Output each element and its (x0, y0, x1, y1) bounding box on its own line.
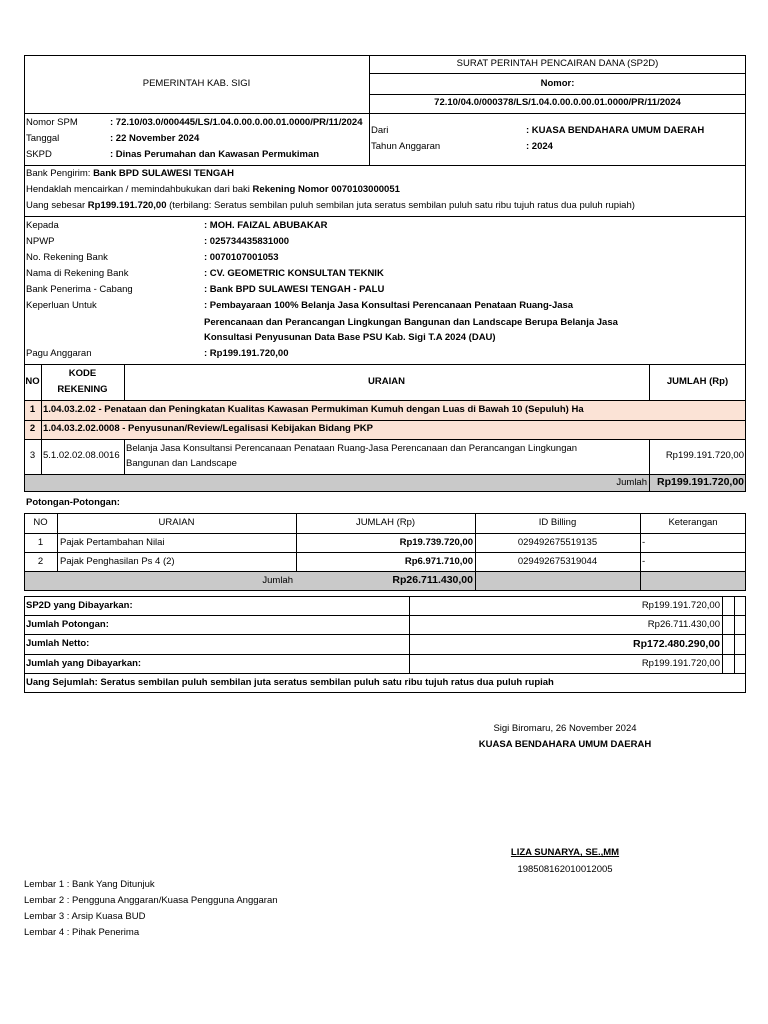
nama-rek-value: : CV. GEOMETRIC KONSULTAN TEKNIK (204, 268, 384, 279)
lembar-1: Lembar 1 : Bank Yang Ditunjuk (24, 879, 155, 890)
tahun-value: : 2024 (526, 141, 553, 152)
rekening-rule-3 (24, 439, 746, 440)
row1-no: 1 (29, 404, 36, 415)
sp2d-title: SURAT PERINTAH PENCAIRAN DANA (SP2D) (456, 58, 659, 69)
dari-label: Dari (371, 125, 389, 136)
potongan-row-1-jumlah: Rp19.739.720,00 (399, 537, 473, 548)
row3-uraian-1: Belanja Jasa Konsultansi Perencanaan Penataan Ruang-Jasa Perencanaan dan Perancangan Lingkungan (126, 443, 578, 454)
potongan-col-ket: Keterangan (668, 517, 718, 528)
bank-pengirim-label: Bank Pengirim: (26, 168, 94, 179)
hendaklah-prefix: Hendaklah mencairkan / memindahbukukan dari baki (26, 184, 253, 195)
potongan-col-billing: ID Billing (538, 517, 577, 528)
signature-nip: 198508162010012005 (517, 864, 613, 875)
nomor-value: 72.10/04.0/000378/LS/1.04.0.00.0.00.01.0000/PR/11/2024 (434, 97, 681, 108)
rekening-jumlah-value: Rp199.191.720,00 (657, 476, 744, 488)
norek-value: : 0070107001053 (204, 252, 279, 263)
potongan-row-2-billing: 029492675319044 (517, 556, 598, 567)
lembar-3: Lembar 3 : Arsip Kuasa BUD (24, 911, 146, 922)
nama-rek-label: Nama di Rekening Bank (26, 268, 129, 279)
header-rule-2 (369, 94, 746, 95)
summary-rule-4 (24, 673, 746, 674)
potongan-rule-2 (24, 552, 746, 553)
pagu-label: Pagu Anggaran (26, 348, 92, 359)
jumlah-potongan-label: Jumlah Potongan: (26, 619, 109, 630)
col-kode-header-2: REKENING (57, 384, 108, 395)
row2-text: 1.04.03.2.02.0008 - Penyusunan/Review/Legalisasi Kebijakan Bidang PKP (43, 423, 374, 434)
rekening-rule-1 (24, 400, 746, 401)
row1-text: 1.04.03.2.02 - Penataan dan Peningkatan Kualitas Kawasan Permukiman Kumuh dengan Luas di Bawah 10 (Sepuluh) Ha (43, 404, 584, 415)
potongan-row-2-ket: - (642, 556, 646, 567)
pagu-value: : Rp199.191.720,00 (204, 348, 289, 359)
col-uraian-header: URAIAN (368, 376, 405, 387)
potongan-jumlah-value: Rp26.711.430,00 (392, 574, 473, 586)
summary-col-3 (734, 596, 735, 673)
header-rule-1 (369, 73, 746, 74)
rekening-rule-2 (24, 420, 746, 421)
potongan-row-2-no: 2 (37, 556, 44, 567)
potongan-col-uraian: URAIAN (158, 517, 195, 528)
nomor-label: Nomor: (540, 78, 575, 89)
row3-no: 3 (29, 450, 36, 461)
skpd-value: : Dinas Perumahan dan Kawasan Permukiman (110, 149, 320, 160)
jumlah-potongan-value: Rp26.711.430,00 (647, 619, 720, 630)
bank-penerima-value: : Bank BPD SULAWESI TENGAH - PALU (204, 284, 385, 295)
header-left-title: PEMERINTAH KAB. SIGI (142, 78, 251, 89)
rekening-sumber: Rekening Nomor 0070103000051 (252, 184, 400, 195)
potongan-rule-3 (24, 571, 746, 572)
row3-kode: 5.1.02.02.08.0016 (43, 450, 120, 461)
hendaklah-text (26, 184, 400, 196)
col-kode-header-1: KODE (68, 368, 97, 379)
keperluan-line-3: Konsultasi Penyusunan Data Base PSU Kab. Sigi T.A 2024 (DAU) (204, 332, 496, 343)
uang-sebesar-text (26, 200, 635, 212)
uang-amount: Rp199.191.720,00 (87, 200, 167, 211)
potongan-rule-1 (24, 533, 746, 534)
uang-prefix: Uang sebesar (26, 200, 88, 211)
row3-jumlah: Rp199.191.720,00 (665, 450, 744, 461)
col-no-header: NO (25, 376, 40, 387)
col-jumlah-header: JUMLAH (Rp) (666, 376, 729, 387)
jumlah-netto-value: Rp172.480.290,00 (633, 638, 720, 650)
kepada-label: Kepada (26, 220, 59, 231)
row3-uraian-2: Bangunan dan Landscape (126, 458, 237, 469)
nomor-spm-label: Nomor SPM (26, 117, 78, 128)
signature-position: KUASA BENDAHARA UMUM DAERAH (478, 739, 652, 750)
rekening-rule-4 (24, 474, 746, 475)
summary-col-2 (722, 596, 723, 673)
keperluan-line-1: : Pembayaraan 100% Belanja Jasa Konsultasi Perencanaan Penataan Ruang-Jasa (204, 300, 574, 311)
potongan-title: Potongan-Potongan: (26, 497, 120, 508)
uang-terbilang: (terbilang: Seratus sembilan puluh sembilan juta seratus sembilan puluh satu ribu tujuh ratus dua puluh rupiah) (166, 200, 635, 211)
jumlah-dibayarkan-label: Jumlah yang Dibayarkan: (26, 658, 142, 669)
npwp-value: : 025734435831000 (204, 236, 290, 247)
sp2d-dibayarkan-value: Rp199.191.720,00 (641, 600, 720, 611)
keperluan-label: Keperluan Untuk (26, 300, 97, 311)
potongan-jumlah-label: Jumlah (262, 575, 293, 586)
summary-rule-1 (24, 615, 746, 616)
potongan-row-1-ket: - (642, 537, 646, 548)
jumlah-netto-label: Jumlah Netto: (26, 638, 90, 649)
skpd-label: SKPD (26, 149, 52, 160)
signature-name: LIZA SUNARYA, SE.,MM (510, 847, 620, 858)
lembar-4: Lembar 4 : Pihak Penerima (24, 927, 140, 938)
rekening-jumlah-label: Jumlah (616, 477, 647, 488)
row2-no: 2 (29, 423, 36, 434)
potongan-row-1-no: 1 (37, 537, 44, 548)
lembar-2: Lembar 2 : Pengguna Anggaran/Kuasa Pengguna Anggaran (24, 895, 278, 906)
tanggal-label: Tanggal (26, 133, 60, 144)
jumlah-dibayarkan-value: Rp199.191.720,00 (641, 658, 720, 669)
potongan-row-2-jumlah: Rp6.971.710,00 (404, 556, 473, 567)
tanggal-value: : 22 November 2024 (110, 133, 200, 144)
nomor-spm-value: : 72.10/03.0/000445/LS/1.04.0.00.0.00.01.0000/PR/11/2024 (110, 117, 363, 128)
potongan-col-no: NO (33, 517, 48, 528)
potongan-row-2-uraian: Pajak Penghasilan Ps 4 (2) (60, 556, 175, 567)
kepada-value: : MOH. FAIZAL ABUBAKAR (204, 220, 328, 231)
summary-col-1 (409, 596, 410, 673)
sp2d-dibayarkan-label: SP2D yang Dibayarkan: (26, 600, 133, 611)
npwp-label: NPWP (26, 236, 55, 247)
norek-label: No. Rekening Bank (26, 252, 108, 263)
summary-rule-3 (24, 654, 746, 655)
bank-penerima-label: Bank Penerima - Cabang (26, 284, 133, 295)
rekening-col-1 (41, 364, 42, 474)
potongan-col-jumlah: JUMLAH (Rp) (355, 517, 416, 528)
potongan-row-1-uraian: Pajak Pertambahan Nilai (60, 537, 165, 548)
signature-place-date: Sigi Biromaru, 26 November 2024 (493, 723, 637, 734)
dari-value: : KUASA BENDAHARA UMUM DAERAH (526, 125, 705, 136)
tahun-label: Tahun Anggaran (371, 141, 441, 152)
summary-rule-2 (24, 634, 746, 635)
spm-divider (369, 113, 370, 166)
potongan-row-1-billing: 029492675519135 (517, 537, 598, 548)
uang-sejumlah: Uang Sejumlah: Seratus sembilan puluh sembilan juta seratus sembilan puluh satu ribu tujuh ratus dua puluh rupiah (26, 677, 554, 688)
bank-pengirim (26, 168, 234, 180)
keperluan-line-2: Perencanaan dan Perancangan Lingkungan Bangunan dan Landscape Berupa Belanja Jasa (204, 317, 618, 328)
bank-pengirim-value: Bank BPD SULAWESI TENGAH (93, 168, 234, 179)
rekening-col-2b (124, 439, 125, 474)
